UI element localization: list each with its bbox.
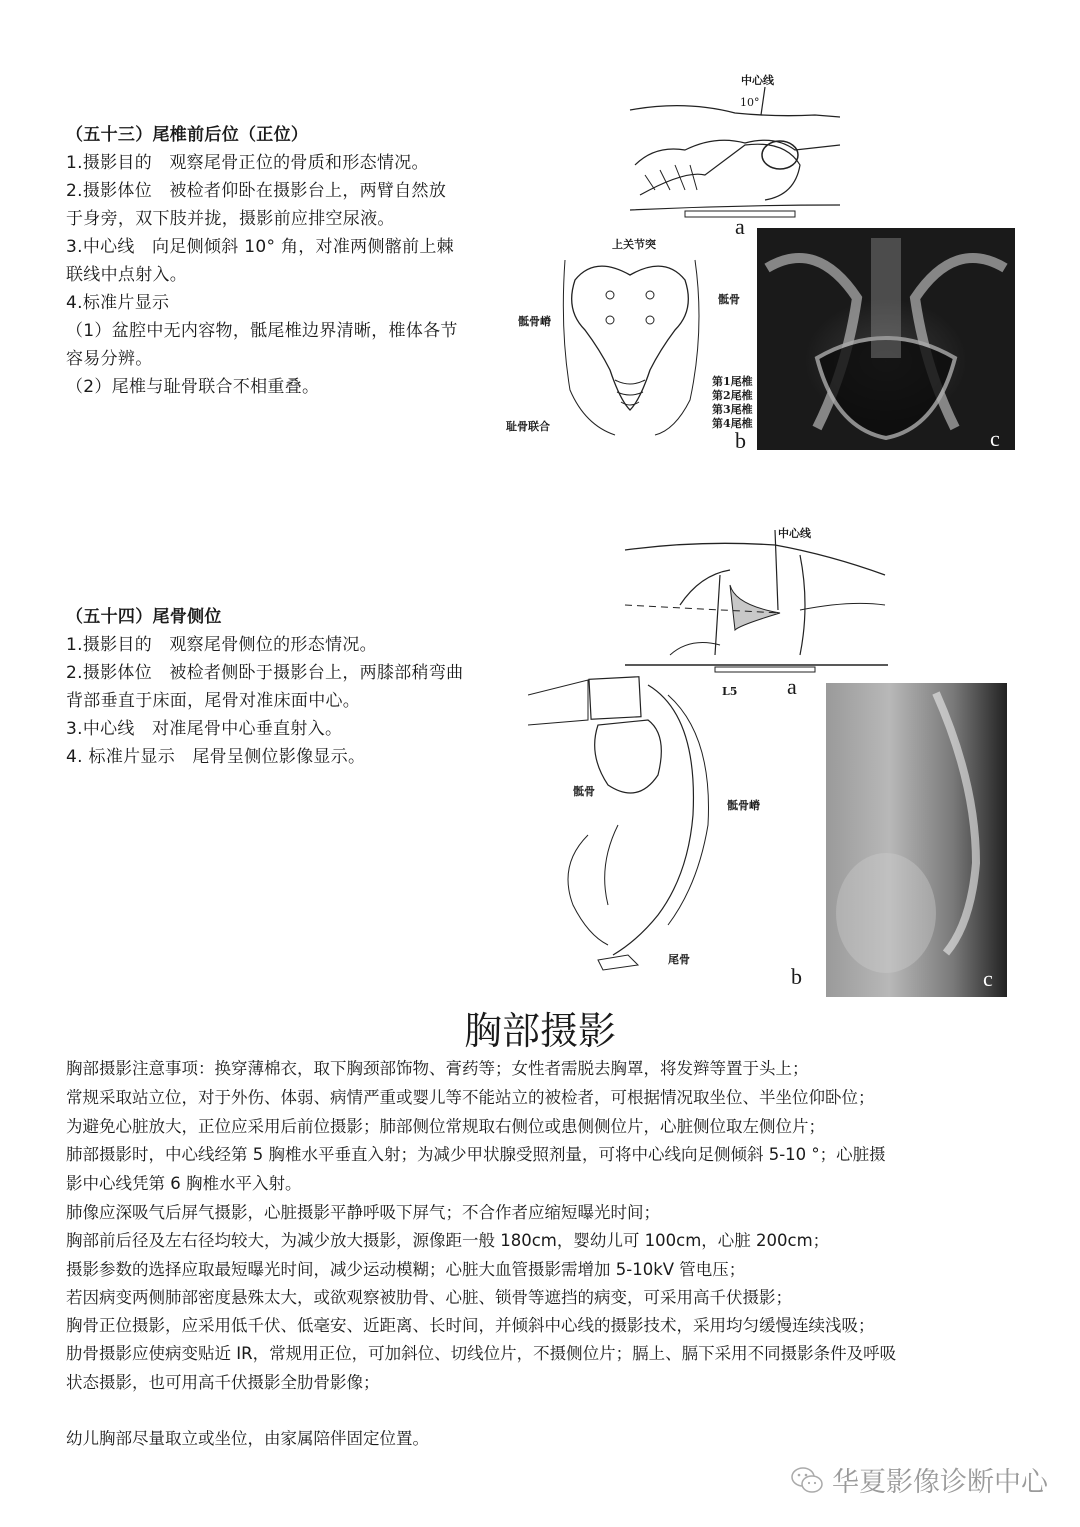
chest-line: 若因病变两侧肺部密度悬殊太大，或欲观察被肋骨、心脏、锁骨等遮挡的病变，可采用高千伏摄影； [66, 1288, 792, 1307]
chest-line: 肺部摄影时，中心线经第 5 胸椎水平垂直入射；为减少甲状腺受照剂量，可将中心线向足侧倾斜 5-10 °；心脏摄 [66, 1145, 886, 1164]
angle-label: 10° [740, 96, 760, 109]
chest-line: 幼儿胸部尽量取立或坐位，由家属陪伴固定位置。 [66, 1429, 429, 1448]
lateral-position-diagram [620, 525, 890, 675]
section54-line: 背部垂直于床面，尾骨对准床面中心。 [66, 691, 361, 711]
section53-line: （1）盆腔中无内容物，骶尾椎边界清晰，椎体各节 [66, 321, 458, 341]
figure-letter: c [990, 426, 1000, 451]
section54-line: 3.中心线 对准尾骨中心垂直射入。 [66, 719, 343, 739]
figure-letter: a [735, 214, 745, 239]
label-l5: L5 [722, 685, 738, 698]
label-coccyx-4: 第4尾椎 [712, 417, 753, 430]
center-line-label: 中心线 [741, 74, 774, 87]
section53-line: 1.摄影目的 观察尾骨正位的骨质和形态情况。 [66, 153, 429, 173]
section53-title: （五十三）尾椎前后位（正位） [66, 125, 309, 145]
figure-letter: b [791, 964, 802, 989]
section54-line: 4. 标准片显示 尾骨呈侧位影像显示。 [66, 747, 366, 767]
label-sacrum: 骶骨 [718, 293, 740, 306]
sacrum-ap-diagram [555, 250, 705, 440]
label-coccyx-1: 第1尾椎 [712, 375, 753, 388]
section53-line: 4.标准片显示 [66, 293, 170, 313]
section54-line: 2.摄影体位 被检者侧卧于摄影台上，两膝部稍弯曲 [66, 663, 464, 683]
figure-letter: b [735, 428, 746, 453]
label-coccyx-2: 第2尾椎 [712, 389, 753, 402]
chest-line: 影中心线凭第 6 胸椎水平入射。 [66, 1174, 302, 1193]
chest-line: 状态摄影，也可用高千伏摄影全肋骨影像； [66, 1373, 380, 1392]
section53-line: 3.中心线 向足侧倾斜 10° 角，对准两侧髂前上棘 [66, 237, 454, 257]
figure-letter: a [787, 674, 797, 699]
watermark [790, 1460, 1048, 1499]
chest-line: 肋骨摄影应使病变贴近 IR，常规用正位，可加斜位、切线位片，不摄侧位片；膈上、膈下采用不同摄影条件及呼吸 [66, 1344, 897, 1363]
wechat-icon [790, 1465, 824, 1495]
label-sacral-crest: 骶骨嵴 [518, 315, 551, 328]
center-line-label: 中心线 [778, 527, 811, 540]
section53-line: 2.摄影体位 被检者仰卧在摄影台上，两臂自然放 [66, 181, 447, 201]
section53-line: （2）尾椎与耻骨联合不相重叠。 [66, 377, 320, 397]
section53-line: 容易分辨。 [66, 349, 153, 369]
chest-line: 摄影参数的选择应取最短曝光时间，减少运动模糊；心脏大血管摄影需增加 5-10kV 管电压； [66, 1260, 746, 1279]
chest-line: 胸部摄影注意事项：换穿薄棉衣，取下胸颈部饰物、膏药等；女性者需脱去胸罩，将发辫等置于头上； [66, 1059, 809, 1078]
label-coccyx: 尾骨 [668, 953, 690, 966]
coccyx-ap-xray-image [757, 228, 1015, 450]
chest-line: 肺像应深吸气后屏气摄影，心脏摄影平静呼吸下屏气；不合作者应缩短曝光时间； [66, 1203, 660, 1222]
chest-line: 胸骨正位摄影，应采用低千伏、低毫安、近距离、长时间，并倾斜中心线的摄影技术，采用均匀缓慢连续浅吸； [66, 1316, 875, 1335]
label-sacral-crest: 骶骨嵴 [727, 799, 760, 812]
sacrum-lateral-diagram [528, 675, 788, 975]
watermark-text: 华夏影像诊断中心 [832, 1467, 1048, 1498]
label-sacrum: 骶骨 [573, 785, 595, 798]
label-pubic-symphysis: 耻骨联合 [506, 420, 550, 433]
section54-title: （五十四）尾骨侧位 [66, 607, 222, 627]
label-coccyx-3: 第3尾椎 [712, 403, 753, 416]
chest-line: 为避免心脏放大，正位应采用后前位摄影；肺部侧位常规取右侧位或患侧侧位片，心脏侧位取左侧位片； [66, 1117, 825, 1136]
label-superior-articular-process: 上关节突 [612, 238, 656, 251]
coccyx-lateral-xray-image [826, 683, 1007, 997]
section54-line: 1.摄影目的 观察尾骨侧位的形态情况。 [66, 635, 377, 655]
section53-line: 联线中点射入。 [66, 265, 188, 285]
figure-letter: c [983, 966, 993, 991]
section53-line: 于身旁，双下肢并拢，摄影前应排空尿液。 [66, 209, 395, 229]
chest-heading: 胸部摄影 [463, 1009, 616, 1053]
chest-line: 胸部前后径及左右径均较大，为减少放大摄影，源像距一般 180cm，婴幼儿可 100cm，心脏 200cm； [66, 1231, 830, 1250]
chest-line: 常规采取站立位，对于外伤、体弱、病情严重或婴儿等不能站立的被检者，可根据情况取坐位、半坐位仰卧位； [66, 1088, 875, 1107]
